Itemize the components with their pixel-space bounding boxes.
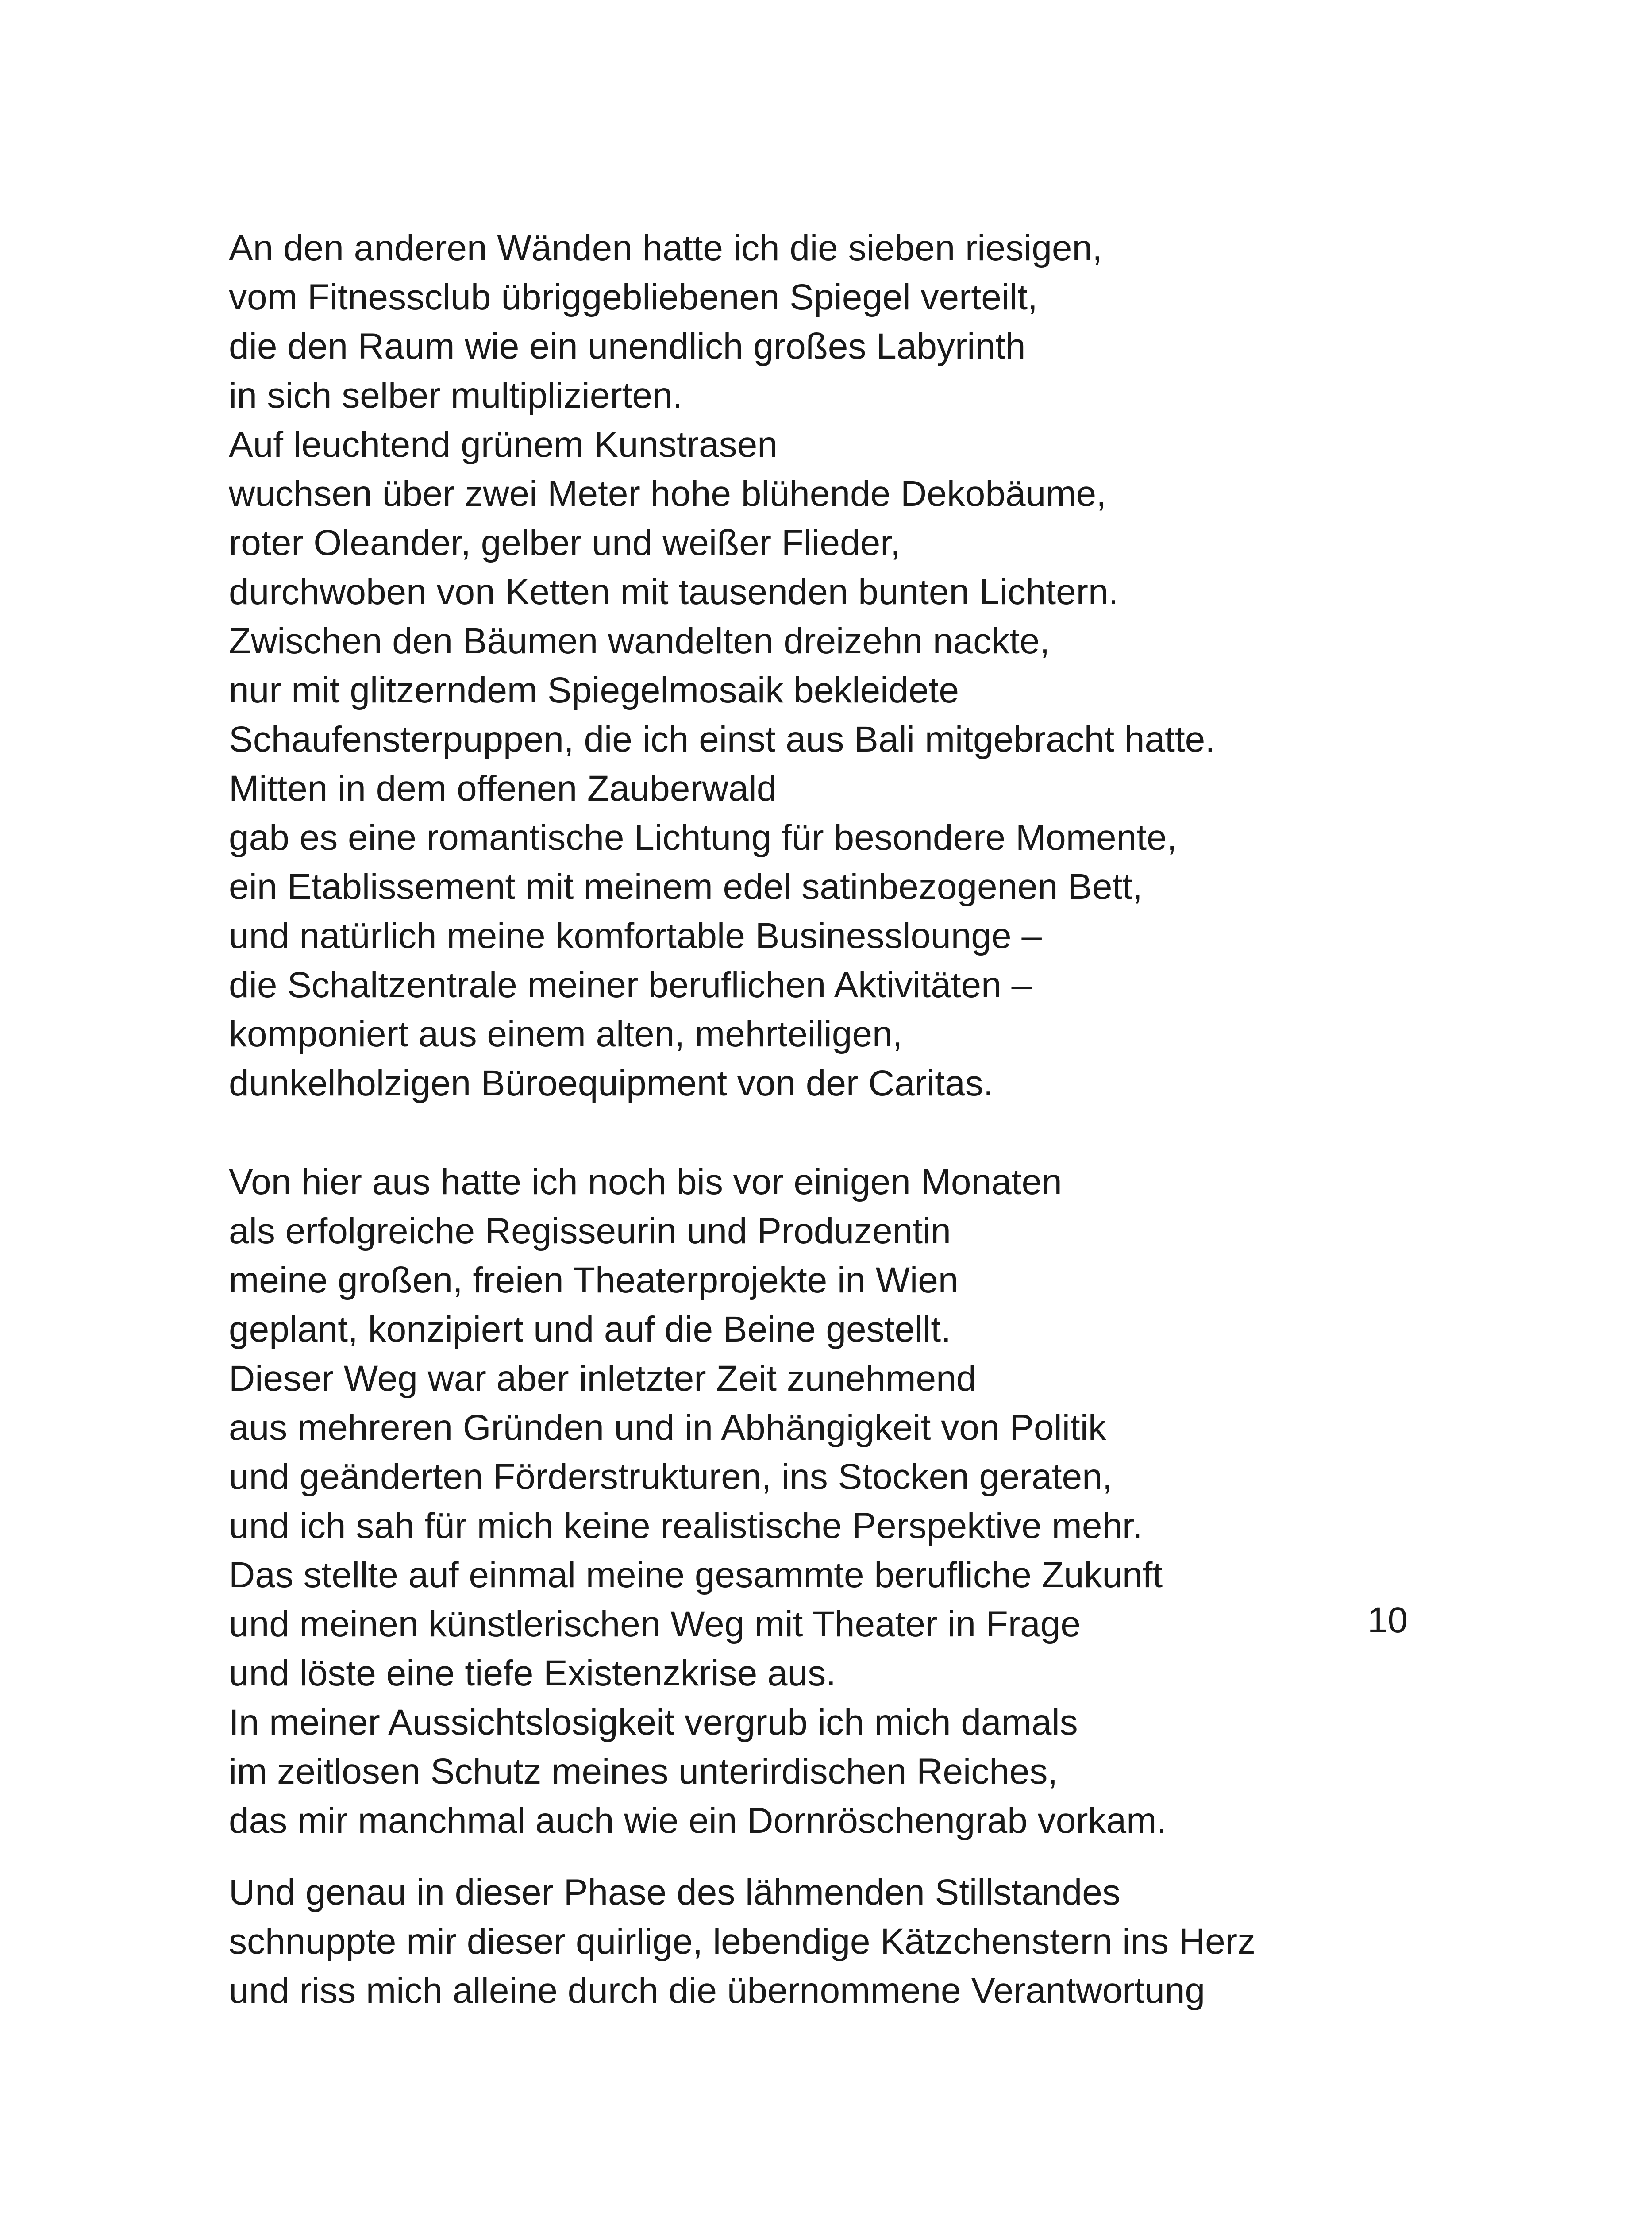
text-line: durchwoben von Ketten mit tausenden bunten Lichtern. xyxy=(229,572,1119,612)
text-line: aus mehreren Gründen und in Abhängigkeit von Politik xyxy=(229,1407,1106,1448)
page-number: 10 xyxy=(1367,1600,1408,1640)
text-line: geplant, konzipiert und auf die Beine gestellt. xyxy=(229,1309,951,1349)
text-line: dunkelholzigen Büroequipment von der Caritas. xyxy=(229,1063,994,1103)
text-line: und ich sah für mich keine realistische Perspektive mehr. xyxy=(229,1506,1143,1546)
text-line: meine großen, freien Theaterprojekte in Wien xyxy=(229,1260,959,1300)
text-line: Von hier aus hatte ich noch bis vor einigen Monaten xyxy=(229,1162,1062,1202)
text-line: vom Fitnessclub übriggebliebenen Spiegel verteilt, xyxy=(229,277,1038,317)
text-line: In meiner Aussichtslosigkeit vergrub ich mich damals xyxy=(229,1702,1078,1743)
text-line: schnuppte mir dieser quirlige, lebendige Kätzchenstern ins Herz xyxy=(229,1921,1256,1962)
text-line: und geänderten Förderstrukturen, ins Stocken geraten, xyxy=(229,1457,1113,1497)
text-line: ein Etablissement mit meinem edel satinbezogenen Bett, xyxy=(229,867,1143,907)
text-line: roter Oleander, gelber und weißer Flieder, xyxy=(229,523,901,563)
text-line: Zwischen den Bäumen wandelten dreizehn nackte, xyxy=(229,621,1050,661)
text-line: als erfolgreiche Regisseurin und Produzentin xyxy=(229,1211,951,1251)
text-line: gab es eine romantische Lichtung für besondere Momente, xyxy=(229,817,1177,858)
text-line: das mir manchmal auch wie ein Dornröschengrab vorkam. xyxy=(229,1800,1167,1841)
text-line: Auf leuchtend grünem Kunstrasen xyxy=(229,424,778,465)
paragraph-3 xyxy=(229,1868,1570,2015)
paragraph-1 xyxy=(229,224,1570,1108)
text-line: und löste eine tiefe Existenzkrise aus. xyxy=(229,1653,836,1693)
paragraph-2 xyxy=(229,1157,1570,1845)
text-line: An den anderen Wänden hatte ich die sieben riesigen, xyxy=(229,228,1102,268)
text-line: im zeitlosen Schutz meines unterirdischen Reiches, xyxy=(229,1751,1058,1792)
text-line: Schaufensterpuppen, die ich einst aus Bali mitgebracht hatte. xyxy=(229,719,1216,760)
text-line: die den Raum wie ein unendlich großes Labyrinth xyxy=(229,326,1026,366)
text-line: in sich selber multiplizierten. xyxy=(229,375,683,416)
text-line: die Schaltzentrale meiner beruflichen Aktivitäten – xyxy=(229,965,1032,1005)
text-line: Und genau in dieser Phase des lähmenden Stillstandes xyxy=(229,1872,1121,1912)
text-line: nur mit glitzerndem Spiegelmosaik bekleidete xyxy=(229,670,959,710)
text-line: wuchsen über zwei Meter hohe blühende Dekobäume, xyxy=(229,474,1106,514)
text-line: Dieser Weg war aber inletzter Zeit zunehmend xyxy=(229,1358,977,1399)
text-line: komponiert aus einem alten, mehrteiligen, xyxy=(229,1014,903,1054)
text-line: Das stellte auf einmal meine gesammte berufliche Zukunft xyxy=(229,1555,1163,1595)
text-line: und natürlich meine komfortable Businesslounge – xyxy=(229,916,1042,956)
text-line: und riss mich alleine durch die übernommene Verantwortung xyxy=(229,1970,1205,2011)
text-line: und meinen künstlerischen Weg mit Theater in Frage xyxy=(229,1604,1081,1644)
text-line: Mitten in dem offenen Zauberwald xyxy=(229,768,777,809)
